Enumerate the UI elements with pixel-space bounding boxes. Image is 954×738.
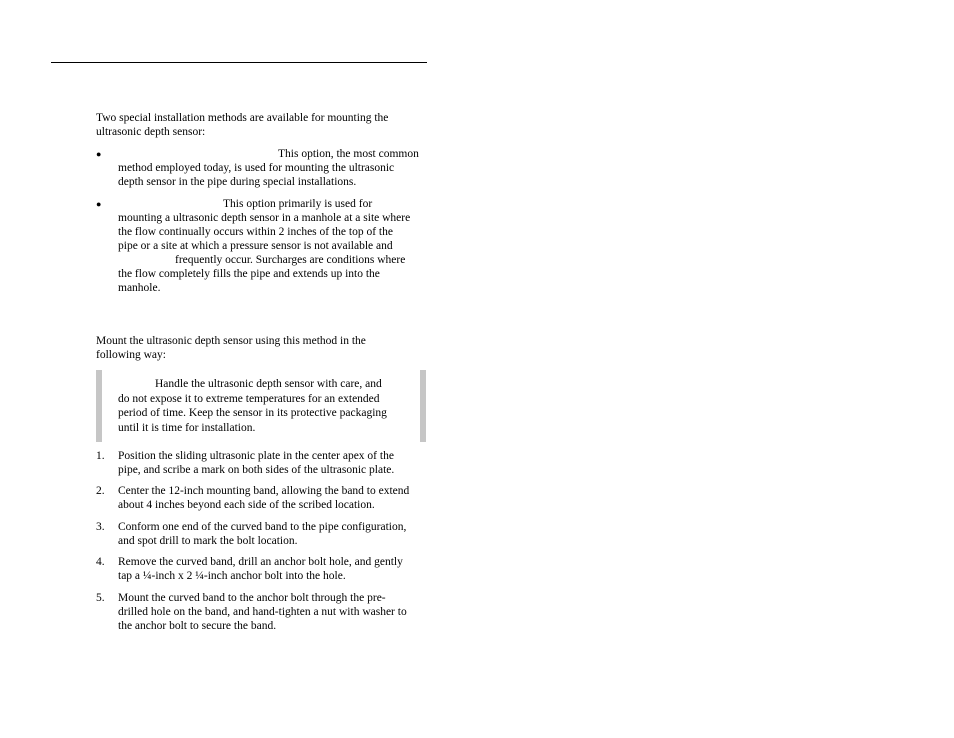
bullet-2-line-3: the flow continually occurs within 2 inches of the top of the xyxy=(118,226,393,238)
bullet-2-line-5: frequently occur. Surcharges are conditions where xyxy=(175,254,406,266)
caution-note-box xyxy=(96,370,426,442)
bullet-2-line-1: This option primarily is used for xyxy=(223,198,373,210)
header-rule xyxy=(51,62,427,63)
step-1-line-2: pipe, and scribe a mark on both sides of the ultrasonic plate. xyxy=(118,464,395,476)
note-line-4: until it is time for installation. xyxy=(118,421,256,434)
step-number: 4. xyxy=(96,556,105,568)
step-5-line-3: the anchor bolt to secure the band. xyxy=(118,620,277,632)
note-line-2: do not expose it to extreme temperatures for an extended xyxy=(118,392,380,405)
step-number: 1. xyxy=(96,450,105,462)
bullet-dot-icon: ● xyxy=(96,149,102,159)
bullet-2-line-2: mounting a ultrasonic depth sensor in a manhole at a site where xyxy=(118,212,411,224)
note-right-bar xyxy=(420,370,426,442)
step-3-line-2: and spot drill to mark the bolt location. xyxy=(118,535,298,547)
bullet-1-line-3: depth sensor in the pipe during special installations. xyxy=(118,176,357,188)
intro-paragraph xyxy=(96,111,426,139)
step-1-line-1: Position the sliding ultrasonic plate in the center apex of the xyxy=(118,450,394,462)
step-3-line-1: Conform one end of the curved band to the pipe configuration, xyxy=(118,521,407,533)
bullet-2-line-6: the flow completely fills the pipe and extends up into the xyxy=(118,268,380,280)
step-2-line-1: Center the 12-inch mounting band, allowing the band to extend xyxy=(118,485,410,497)
note-left-bar xyxy=(96,370,102,442)
step-5-line-2: drilled hole on the band, and hand-tighten a nut with washer to xyxy=(118,606,407,618)
step-number: 2. xyxy=(96,485,105,497)
bullet-1-line-1: This option, the most common xyxy=(278,148,419,160)
step-number: 5. xyxy=(96,592,105,604)
step-4-line-2: tap a ¼-inch x 2 ¼-inch anchor bolt into the hole. xyxy=(118,570,346,582)
bullet-1-line-2: method employed today, is used for mounting the ultrasonic xyxy=(118,162,395,174)
step-4-line-1: Remove the curved band, drill an anchor bolt hole, and gently xyxy=(118,556,403,568)
note-line-3: period of time. Keep the sensor in its protective packaging xyxy=(118,407,387,419)
bullet-2-line-4: pipe or a site at which a pressure sensor is not available and xyxy=(118,240,393,252)
bullet-dot-icon: ● xyxy=(96,199,102,209)
mount-intro-line-2: following way: xyxy=(96,349,166,361)
intro-line-2: ultrasonic depth sensor: xyxy=(96,126,206,138)
mount-intro-paragraph xyxy=(96,334,426,362)
bullet-2-line-7: manhole. xyxy=(118,282,161,294)
step-number: 3. xyxy=(96,521,105,533)
intro-line-1: Two special installation methods are available for mounting the xyxy=(96,112,389,124)
mount-intro-line-1: Mount the ultrasonic depth sensor using this method in the xyxy=(96,335,366,347)
step-2-line-2: about 4 inches beyond each side of the scribed location. xyxy=(118,499,375,511)
note-line-1: Handle the ultrasonic depth sensor with care, and xyxy=(155,378,382,390)
step-5-line-1: Mount the curved band to the anchor bolt through the pre- xyxy=(118,592,386,604)
